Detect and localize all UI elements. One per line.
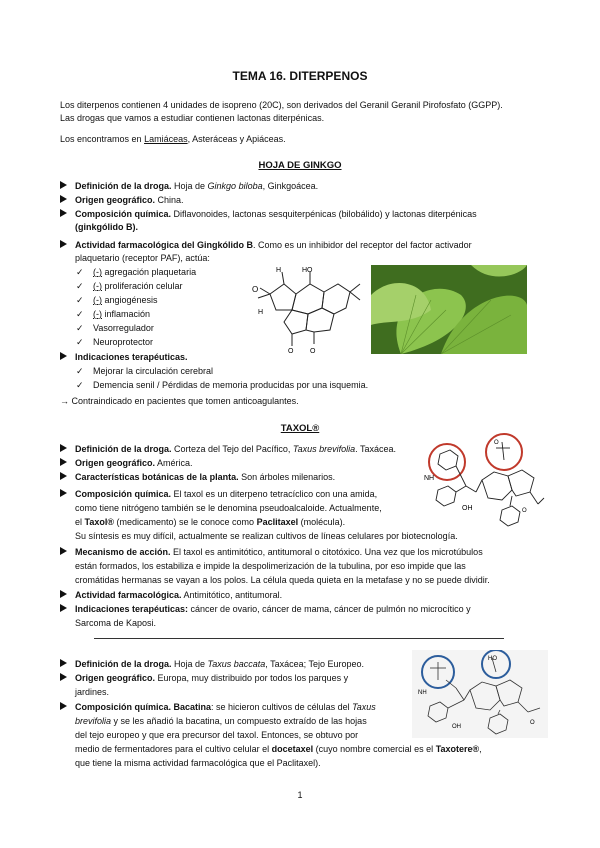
check-icon: ✓ (76, 337, 84, 347)
document-page: TEMA 16. DITERPENOS Los diterpenos contienen 4 unidades de isopreno (20C), son derivados del Geranil Geranil Pirofosfato (GGPP). Las drogas que vamos a estudiar contienen lactonas diterpénicas. Los encontramos en Lamiáceas, Asteráceas y Apiáceas. HOJA DE GINKGO Definición de la droga. Hoja de Ginkgo biloba, Ginkgoácea. Origen geográfico. China. Composición química. Diflavonoides, lactonas sesquiterpénicas (bilobálido) y lactonas diterpénicas (ginkgólido B). Actividad farmacológica del Gingkólido B. Como es un inhibidor del receptor del factor activador plaquetario (receptor PAF), actúa: ✓ (-) agregación plaquetaria ✓ (-) proliferación celular ✓ (-) angiogénesis ✓ (-) inflamación ✓ Vasorregulador ✓ Neuroprotector Indicaciones terapéuticas. ✓ Mejorar la circulación cerebral ✓ Demencia senil / Pérdidas de memoria producidas por una isquemia. → Contraindicado en pacientes que tomen anticoagulantes. O HO H O O H TAXOL® Definición de la droga. Corteza del Tejo del Pacífico, Taxus brevifolia. Taxácea. Origen geográfico. América. Características botánicas de la planta. Son árboles milenarios. Composición química. El taxol es un diterpeno tetracíclico con una amida, como tiene nitrógeno también se le denomina pseudoalcaloide. Actualmente, el Taxol® (medicamento) se le conoce como Paclitaxel (molécula). Su síntesis es muy difícil, actualmente se realizan cultivos de líneas celulares por biotecnología. Mecanismo de acción. El taxol es antimitótico, antitumoral o citotóxico. Una vez que los microtúbulos están formados, los estabiliza e impide la despolimerización de la tubulina, por eso impide que las cromátidas hermanas se vayan a los polos. La célula queda quieta en la metafase y no se puede dividir. Actividad farmacológica. Antimitótico, antitumoral. Indicaciones terapéuticas: cáncer de ovario, cáncer de mama, cáncer de pulmón no microcítico y Sarcoma de Kaposi. NH OH O O Definición de la droga. Hoja de Taxus baccata, Taxácea; Tejo Europeo. Origen geográfico. Europa, muy distribuido por todos los parques y jardines. Composición química. Bacatina: se hicieron cultivos de células del Taxus brevifolia y se les añadió la bacatina, un compuesto extraído de las hojas del tejo europeo y que era precursor del taxol. Entonces, se obtuvo por medio de fermentadores para el cultivo celular el docetaxel (cuyo nombre comercial es el Taxotere®, que tiene la misma actividad farmacológica que el Paclitaxel). HO NH OH O 1 (0, 0, 600, 848)
page-title: TEMA 16. DITERPENOS (232, 69, 368, 83)
page-number: 1 (297, 790, 303, 800)
intro-line-3: Los encontramos en Lamiáceas, Asteráceas y Apiáceas. (60, 134, 286, 144)
svg-text:H: H (276, 267, 282, 274)
taxus-composition-5: que tiene la misma actividad farmacológica que el Paclitaxel). (75, 758, 321, 768)
check-icon: ✓ (76, 380, 84, 390)
effect-item: Neuroprotector (93, 337, 154, 347)
check-icon: ✓ (76, 366, 84, 376)
check-icon: ✓ (76, 309, 84, 319)
effect-item: (-) agregación plaquetaria (93, 267, 197, 277)
taxol-composition-2: como tiene nitrógeno también se le denomina pseudoalcaloide. Actualmente, (75, 503, 382, 513)
arrow-bullet-icon (60, 604, 67, 612)
indication-item: Demencia senil / Pérdidas de memoria producidas por una isquemia. (93, 380, 369, 390)
ginkgo-composition-2: (ginkgólido B). (75, 222, 138, 232)
svg-text:NH: NH (418, 690, 427, 696)
effect-item: (-) proliferación celular (93, 281, 183, 291)
taxol-composition-4: Su síntesis es muy difícil, actualmente se realizan cultivos de líneas celulares por biotecnología. (75, 531, 458, 541)
svg-text:OH: OH (462, 505, 473, 512)
taxus-composition-2: brevifolia y se les añadió la bacatina, un compuesto extraído de las hojas (75, 716, 367, 726)
arrow-bullet-icon (60, 458, 67, 466)
check-icon: ✓ (76, 323, 84, 333)
section-heading-ginkgo: HOJA DE GINKGO (258, 160, 342, 171)
svg-text:O: O (252, 285, 259, 294)
horizontal-divider (94, 638, 504, 639)
effect-item: (-) inflamación (93, 309, 151, 319)
ginkgolide-b-structure-image (248, 262, 364, 354)
arrow-bullet-icon (60, 181, 67, 189)
taxol-indications-2: Sarcoma de Kaposi. (75, 618, 157, 628)
taxus-origin-2: jardines. (75, 687, 110, 697)
arrow-bullet-icon (60, 659, 67, 667)
taxol-composition-3: el Taxol® (medicamento) se le conoce como Paclitaxel (molécula). (75, 517, 346, 527)
arrow-bullet-icon (60, 547, 67, 555)
arrow-bullet-icon (60, 472, 67, 480)
svg-text:O: O (530, 720, 535, 726)
section-heading-taxol: TAXOL® (280, 423, 320, 434)
ginkgo-leaf-photo (371, 265, 527, 354)
check-icon: ✓ (76, 281, 84, 291)
taxol-mechanism-3: cromátidas hermanas se vayan a los polos. La célula queda quieta en la metafase y no se puede dividir. (75, 575, 490, 585)
taxus-composition-4: medio de fermentadores para el cultivo celular el docetaxel (cuyo nombre comercial es el Taxotere®, (75, 744, 482, 754)
arrow-bullet-icon (60, 702, 67, 710)
check-icon: ✓ (76, 295, 84, 305)
ginkgo-activity-2: plaquetario (receptor PAF), actúa: (75, 253, 210, 263)
arrow-bullet-icon (60, 673, 67, 681)
indication-item: Mejorar la circulación cerebral (93, 366, 214, 376)
effect-item: (-) angiogénesis (93, 295, 158, 305)
intro-line-2: Las drogas que vamos a estudiar contienen lactonas diterpénicas. (60, 113, 325, 123)
paclitaxel-structure-image (418, 432, 546, 532)
svg-text:OH: OH (452, 724, 461, 730)
arrow-bullet-icon (60, 195, 67, 203)
ginkgo-contraindication: → Contraindicado en pacientes que tomen anticoagulantes. (60, 396, 299, 406)
svg-text:O: O (522, 508, 527, 514)
docetaxel-structure-image (412, 650, 548, 738)
arrow-bullet-icon (60, 240, 67, 248)
svg-text:O: O (494, 440, 499, 446)
svg-text:HO: HO (302, 267, 313, 274)
svg-text:HO: HO (488, 656, 497, 662)
arrow-bullet-icon (60, 209, 67, 217)
svg-text:NH: NH (424, 475, 435, 482)
arrow-bullet-icon (60, 489, 67, 497)
svg-text:H: H (258, 309, 264, 316)
effect-item: Vasorregulador (93, 323, 154, 333)
taxus-composition-3: del tejo europeo y que era precursor del taxol. Entonces, se obtuvo por (75, 730, 359, 740)
taxol-mechanism-2: están formados, los estabiliza e impide la despolimerización de la tubulina, por eso impide que las (75, 561, 466, 571)
arrow-bullet-icon (60, 444, 67, 452)
svg-text:O: O (310, 348, 316, 354)
check-icon: ✓ (76, 267, 84, 277)
intro-line-1: Los diterpenos contienen 4 unidades de isopreno (20C), son derivados del Geranil Geranil Pirofosfato (GGPP). (60, 100, 503, 110)
arrow-bullet-icon (60, 590, 67, 598)
arrow-bullet-icon (60, 352, 67, 360)
svg-text:O: O (288, 348, 294, 354)
